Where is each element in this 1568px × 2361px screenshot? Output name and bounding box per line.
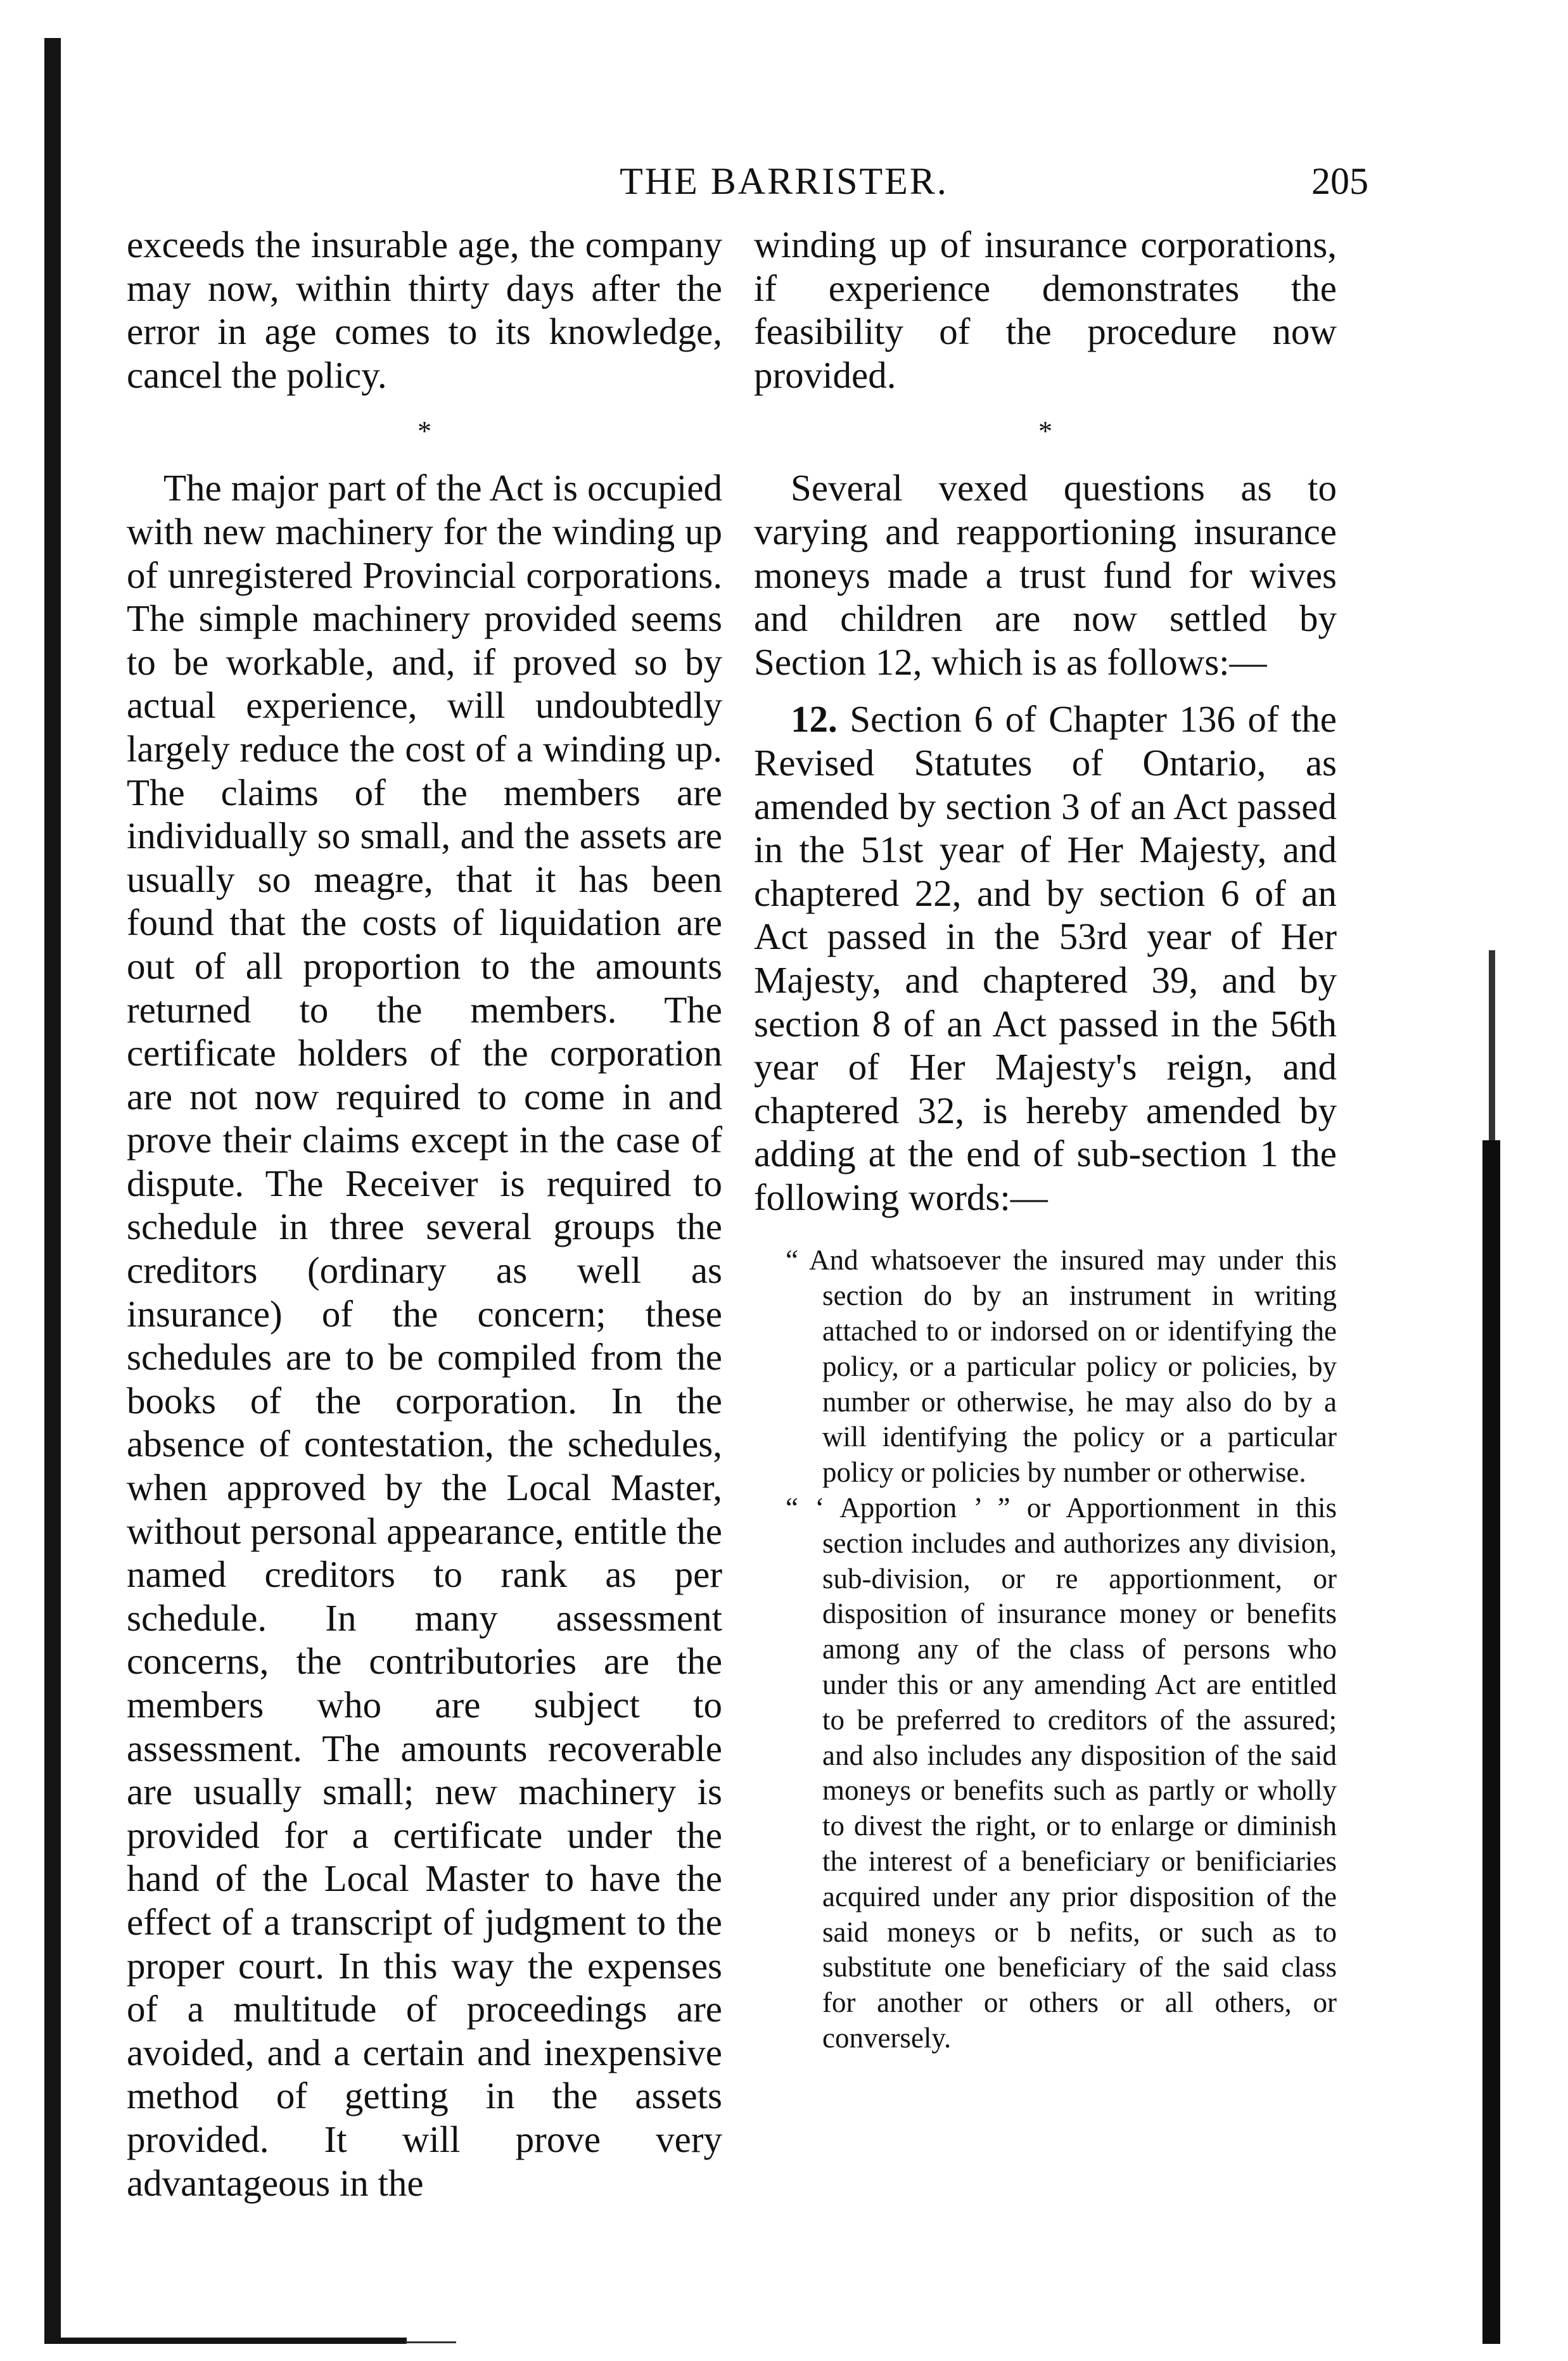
left-column: [127, 223, 722, 2205]
right-paragraph-2: Several vexed questions as to varying and reapportioning insurance moneys made a trust fund for wives and children are now settled by Section 12, which is as follows:—: [754, 467, 1337, 683]
binding-edge: [44, 38, 61, 2344]
running-title: THE BARRISTER.: [620, 160, 948, 202]
section-separator: *: [417, 416, 431, 447]
page-number: 205: [1311, 160, 1368, 202]
right-margin-shadow-top: [1489, 950, 1495, 1140]
left-paragraph-1: exceeds the insurable age, the company may now, within thirty days after the error in age comes to its knowledge, cancel the policy.: [127, 224, 722, 396]
spacer: [754, 684, 1337, 697]
bottom-rule-tail: [405, 2341, 456, 2343]
quote-paragraph-1: “ And whatsoever the insured may under this section do by an instrument in writing attached to or indorsed on or identifying the policy, or a particular policy or policies, by number or otherwise, he may also do by a will identifying the policy or a particular policy or policies by number or otherwise.: [786, 1244, 1337, 1489]
section-12-paragraph: [754, 697, 1337, 1219]
section-12-text: Section 6 of Chapter 136 of the Revised Statutes of Ontario, as amended by section 3 of an Act passed in the 51st year of Her Majesty, and chaptered 22, and by section 6 of an Act passed in the 53rd year of Her Majesty, and chaptered 39, and by section 8 of an Act passed in the 56th year of Her Majesty's reign, and chaptered 32, is hereby amended by adding at the end of sub-section 1 the following words:—: [754, 698, 1337, 1218]
bottom-rule: [52, 2338, 407, 2344]
right-column: [754, 223, 1337, 2056]
quoted-amendment: [754, 1243, 1337, 2056]
section-separator: *: [1038, 416, 1052, 447]
left-paragraph-2: The major part of the Act is occupied with new machinery for the winding up of unregistered Provincial corporations. The simple machinery provided seems to be workable, and, if proved so by actual experience, will undoubtedly largely reduce the cost of a winding up. The claims of the members are individually so small, and the assets are usually so meagre, that it has been found that the costs of liquidation are out of all proportion to the amounts returned to the members. The certificate holders of the corporation are not now required to come in and prove their claims except in the case of dispute. The Receiver is required to schedule in three several groups the creditors (ordinary as well as insurance) of the concern; these schedules are to be compiled from the books of the corporation. In the absence of contestation, the schedules, when approved by the Local Master, without personal appearance, entitle the named creditors to rank as per schedule. In many assessment concerns, the contributories are the members who are subject to assessment. The amounts recoverable are usually small; new machinery is provided for a certificate under the hand of the Local Master to have the effect of a transcript of judgment to the proper court. In this way the expenses of a multitude of proceedings are avoided, and a certain and inexpensive method of getting in the assets provided. It will prove very advantageous in the: [127, 467, 722, 2204]
section-number: 12.: [791, 698, 838, 741]
right-paragraph-1: winding up of insurance corporations, if experience demonstrates the feasibility of the procedure now provided.: [754, 224, 1337, 396]
quote-paragraph-2: “ ‘ Apportion ’ ” or Apportionment in this section includes and authorizes any division, sub-division, or re apportionment, or disposition of insurance money or benefits among any of the class of persons who under this or any amending Act are entitled to be preferred to creditors of the assured; and also includes any disposition of the said moneys or benefits such as partly or wholly to divest the right, or to enlarge or diminish the interest of a beneficiary or benificiaries acquired under any prior disposition of the said moneys or b nefits, or such as to substitute one beneficiary of the said class for another or others or all others, or conversely.: [786, 1492, 1337, 2054]
right-margin-shadow: [1482, 1140, 1500, 2344]
